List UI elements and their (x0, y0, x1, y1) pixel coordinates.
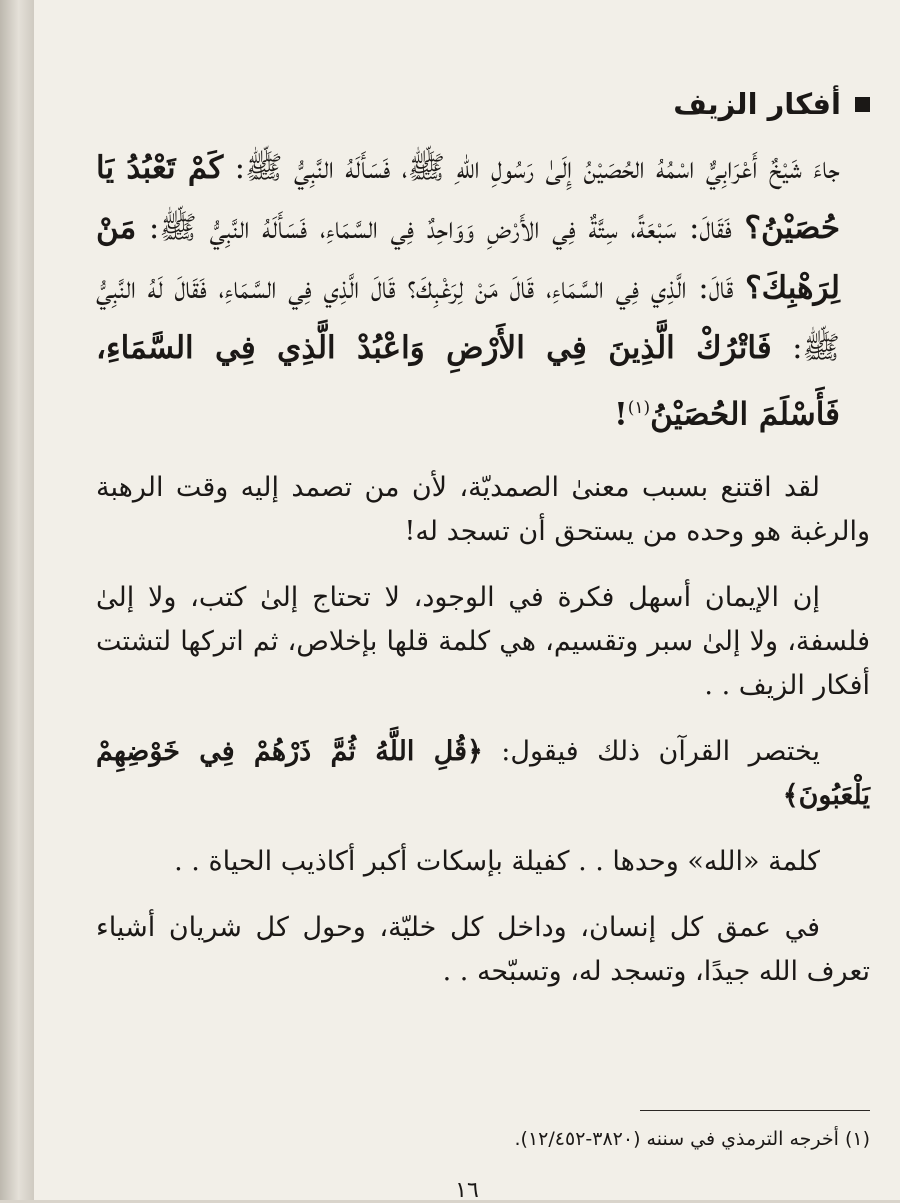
body-paragraph-2: إن الإيمان أسهل فكرة في الوجود، لا تحتاج إلىٰ كتب، ولا إلىٰ فلسفة، ولا إلىٰ سبر وتقسيم، هي كلمة قلها بإخلاص، ثم اتركها لتشتت أفكار الزيف . . (96, 582, 870, 702)
square-bullet-icon (855, 97, 870, 112)
body-paragraph-1: لقد اقتنع بسبب معنىٰ الصمديّة، لأن من تصمد إليه وقت الرهبة والرغبة هو وحده من يستحق أن تسجد له! (96, 472, 870, 548)
body-paragraph-5: في عمق كل إنسان، وداخل كل خليّة، وحول كل شريان أشياء تعرف الله جيدًا، وتسجد له، وتسبّحه . . (96, 912, 870, 988)
body-paragraph-4: كلمة «الله» وحدها . . كفيلة بإسكات أكبر أكاذيب الحياة . . (174, 846, 820, 878)
hadith-command: فَاتْرُكْ الَّذِينَ فِي الأَرْضِ وَاعْبُدْ الَّذِي فِي السَّمَاءِ، فَأَسْلَمَ الحُصَيْنُ (96, 330, 840, 433)
quran-intro: يختصر القرآن ذلك فيقول: (482, 736, 820, 768)
hadith-question: كَمْ تَعْبُدُ يَا حُصَيْنُ؟ (96, 150, 840, 246)
hadith-end: ! (614, 396, 628, 433)
section-heading-text: أفكار الزيف (673, 87, 841, 121)
page-number: ١٦ (455, 1178, 479, 1203)
hadith-middle: قَالَ: الَّذِي فِي السَّمَاءِ، قَالَ مَنْ لِرَغْبِكَ؟ قَالَ الَّذِي فِي السَّمَاءِ، فَقَالَ لَهُ النَّبِيُّ ﷺ: (96, 270, 841, 366)
book-binding-edge (0, 0, 34, 1200)
footnote-reference: (١) (627, 398, 651, 418)
hadith-paragraph (96, 138, 840, 444)
hadith-answer: فَقَالَ: سَبْعَةً، سِتَّةٌ فِي الأَرْضِ وَوَاحِدٌ فِي السَّمَاءِ، فَسَأَلَهُ النَّبِيُّ ﷺ: (136, 210, 745, 246)
footnote-text: (١) أخرجه الترمذي في سننه (٣٨٢٠-١٢/٤٥٢). (514, 1128, 870, 1150)
hadith-intro: جاءَ شَيْخٌ أَعْرَابِيٌّ اسْمُهُ الحُصَيْنُ إِلَىٰ رَسُولِ اللهِ ﷺ، فَسَأَلَهُ النَّبِيُّ ﷺ: (223, 150, 840, 186)
quran-verse: ﴿قُلِ اللَّهُ ثُمَّ ذَرْهُمْ فِي خَوْضِهِمْ يَلْعَبُونَ﴾ (96, 736, 870, 812)
page-content (96, 80, 870, 994)
book-page (34, 0, 900, 1203)
section-heading (96, 80, 870, 128)
hadith-question-two: مَنْ لِرَهْبِكَ؟ (96, 210, 840, 306)
footnote-divider (640, 1110, 870, 1111)
body-paragraph-3 (96, 730, 870, 818)
